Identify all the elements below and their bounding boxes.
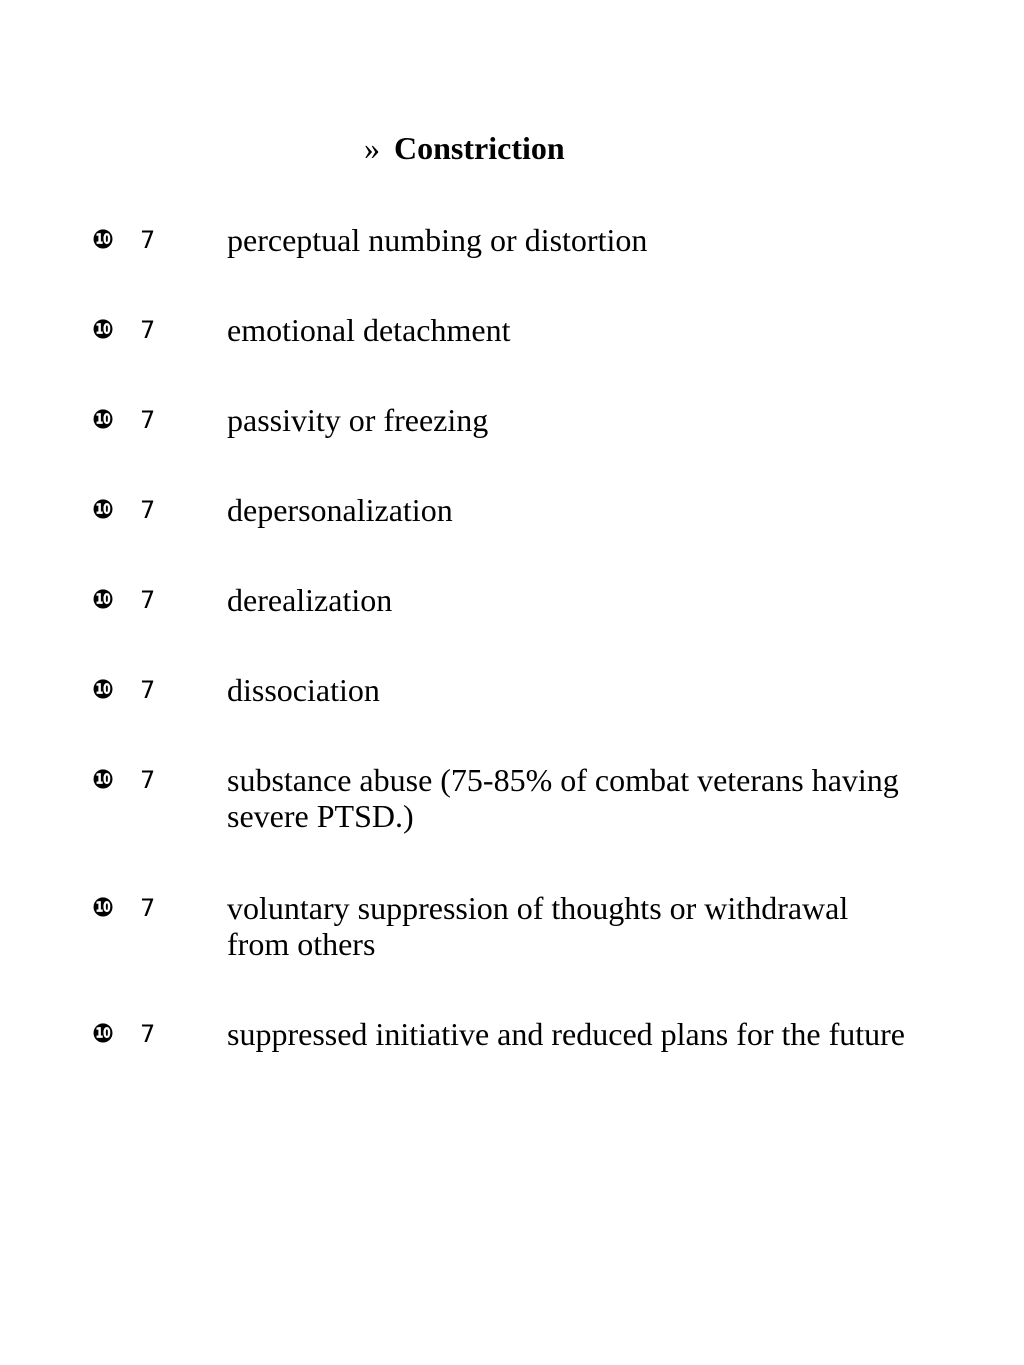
sub-bullet-glyph: 7 bbox=[140, 496, 156, 524]
circled-ten-bullet-icon: ❿ bbox=[92, 495, 115, 525]
list-item-text: passivity or freezing bbox=[227, 402, 489, 438]
circled-ten-bullet-icon: ❿ bbox=[92, 675, 115, 705]
list-item-text: depersonalization bbox=[227, 492, 453, 528]
circled-ten-bullet-icon: ❿ bbox=[92, 225, 115, 255]
section-title: Constriction bbox=[394, 130, 565, 166]
list-item-text: dissociation bbox=[227, 672, 380, 708]
circled-ten-bullet-icon: ❿ bbox=[92, 315, 115, 345]
list-item-text: substance abuse (75-85% of combat veterans having severe PTSD.) bbox=[227, 762, 899, 834]
circled-ten-bullet-icon: ❿ bbox=[92, 405, 115, 435]
section-heading bbox=[364, 128, 565, 168]
list-item-text: suppressed initiative and reduced plans for the future bbox=[227, 1016, 905, 1052]
sub-bullet-glyph: 7 bbox=[140, 766, 156, 794]
sub-bullet-glyph: 7 bbox=[140, 586, 156, 614]
heading-marker: » bbox=[364, 130, 380, 166]
circled-ten-bullet-icon: ❿ bbox=[92, 765, 115, 795]
circled-ten-bullet-icon: ❿ bbox=[92, 893, 115, 923]
list-item-text: perceptual numbing or distortion bbox=[227, 222, 648, 258]
list-item-text: voluntary suppression of thoughts or withdrawal from others bbox=[227, 890, 849, 962]
circled-ten-bullet-icon: ❿ bbox=[92, 585, 115, 615]
circled-ten-bullet-icon: ❿ bbox=[92, 1019, 115, 1049]
sub-bullet-glyph: 7 bbox=[140, 406, 156, 434]
list-item-text: derealization bbox=[227, 582, 393, 618]
sub-bullet-glyph: 7 bbox=[140, 676, 156, 704]
list-item-text: emotional detachment bbox=[227, 312, 511, 348]
sub-bullet-glyph: 7 bbox=[140, 316, 156, 344]
sub-bullet-glyph: 7 bbox=[140, 226, 156, 254]
sub-bullet-glyph: 7 bbox=[140, 1020, 156, 1048]
sub-bullet-glyph: 7 bbox=[140, 894, 156, 922]
